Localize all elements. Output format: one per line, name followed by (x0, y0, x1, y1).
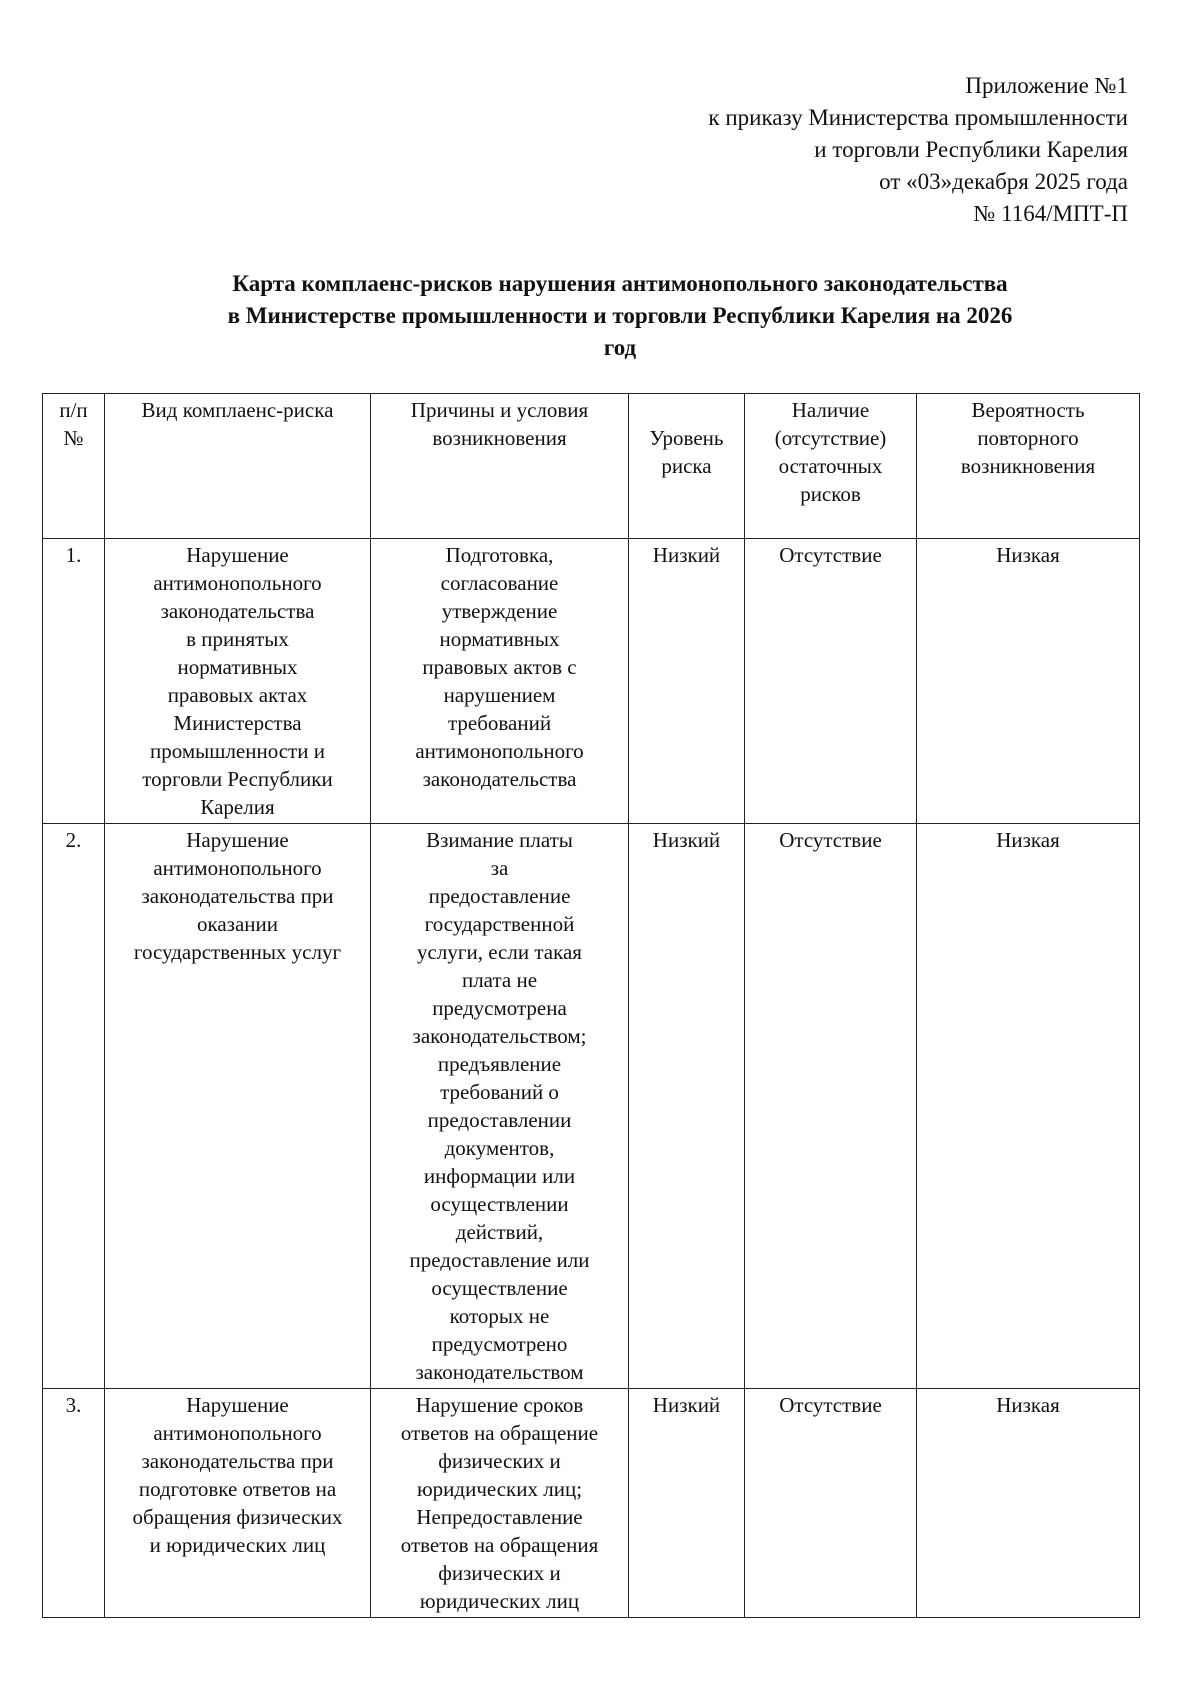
header-text: рисков (800, 482, 861, 506)
header-kind (105, 394, 371, 539)
cell-text: нормативных (177, 655, 298, 679)
cell-text: Подготовка, (445, 543, 554, 567)
cell-text: промышленности и (150, 739, 325, 763)
cell-text: антимонопольного (415, 739, 584, 763)
header-text: возникновения (432, 426, 567, 450)
cell-residual: Отсутствие (745, 539, 917, 824)
cell-text: государственных услуг (133, 940, 342, 964)
cell-residual: Отсутствие (745, 824, 917, 1389)
cell-text: Министерства (173, 711, 302, 735)
cell-text: ответов на обращения (400, 1533, 599, 1557)
appendix-line: и торговли Республики Карелия (814, 137, 1128, 162)
header-text: № (63, 426, 84, 450)
cell-text: антимонопольного (153, 856, 322, 880)
cell-text: антимонопольного (153, 1421, 322, 1445)
header-num-lines (49, 396, 98, 452)
cell-cause (371, 824, 629, 1389)
header-text: Наличие (791, 398, 870, 422)
header-text: Уровень (649, 426, 724, 450)
cell-text: Нарушение (186, 828, 289, 852)
cell-text: предусмотрена (432, 996, 567, 1020)
cell-text: действий, (455, 1220, 544, 1244)
cell-kind (105, 824, 371, 1389)
cell-cause-lines (377, 1391, 622, 1615)
cell-probability: Низкая (917, 824, 1140, 1389)
cell-text: которых не (449, 1304, 550, 1328)
appendix-line: к приказу Министерства промышленности (708, 105, 1128, 130)
cell-text: предоставление или (409, 1248, 590, 1272)
cell-text: требований о (440, 1080, 559, 1104)
cell-kind (105, 539, 371, 824)
appendix-line: Приложение №1 (965, 73, 1128, 98)
cell-num: 1. (43, 539, 105, 824)
cell-text: законодательством; (412, 1024, 587, 1048)
header-probability-lines (923, 396, 1133, 480)
cell-text: законодательства при (141, 1449, 334, 1473)
cell-level: Низкий (629, 824, 745, 1389)
cell-residual: Отсутствие (745, 1389, 917, 1618)
cell-text: обращения физических (132, 1505, 343, 1529)
cell-cause-lines (377, 826, 622, 1386)
table-row (43, 539, 1140, 824)
table-row (43, 824, 1140, 1389)
cell-text: за (490, 856, 509, 880)
header-residual-lines (751, 396, 910, 508)
cell-text: Нарушение сроков (415, 1393, 584, 1417)
header-cause-lines (377, 396, 622, 452)
cell-text: государственной (424, 912, 575, 936)
cell-text: подготовке ответов на (138, 1477, 337, 1501)
cell-text: законодательства (422, 767, 577, 791)
cell-text: Карелия (200, 795, 275, 819)
header-text: повторного (977, 426, 1079, 450)
cell-kind-lines (111, 826, 364, 966)
header-level (629, 394, 745, 539)
cell-text: плата не (461, 968, 538, 992)
cell-probability: Низкая (917, 1389, 1140, 1618)
cell-text: документов, (444, 1136, 555, 1160)
cell-text: антимонопольного (153, 571, 322, 595)
cell-text: законодательства (160, 599, 315, 623)
header-kind-lines (111, 396, 364, 424)
cell-text: правовых актов с (422, 655, 577, 679)
cell-cause-lines (377, 541, 622, 793)
header-text: Вероятность (971, 398, 1085, 422)
header-residual (745, 394, 917, 539)
table-header-row (43, 394, 1140, 539)
cell-text: предъявление (437, 1052, 562, 1076)
cell-text: и юридических лиц (149, 1533, 326, 1557)
header-text: возникновения (960, 454, 1096, 478)
cell-level: Низкий (629, 1389, 745, 1618)
cell-text: физических и (438, 1561, 561, 1585)
header-num (43, 394, 105, 539)
cell-kind-lines (111, 1391, 364, 1559)
cell-text: осуществление (431, 1276, 568, 1300)
cell-text: Нарушение (186, 1393, 289, 1417)
header-probability (917, 394, 1140, 539)
header-text: (отсутствие) (774, 426, 887, 450)
compliance-risk-table (42, 393, 1140, 1618)
cell-text: физических и (438, 1449, 561, 1473)
table-row (43, 1389, 1140, 1618)
cell-text: юридических лиц (419, 1589, 580, 1613)
header-text: остаточных (778, 454, 883, 478)
header-text: п/п (59, 398, 88, 422)
header-level-lines (635, 424, 738, 480)
appendix-line: № 1164/МПТ-П (973, 201, 1128, 226)
title-line: год (603, 335, 637, 360)
cell-cause (371, 1389, 629, 1618)
cell-text: предоставление (428, 884, 571, 908)
header-text: Вид комплаенс-риска (141, 398, 334, 422)
cell-text: Взимание платы (426, 828, 573, 852)
cell-text: услуги, если такая (417, 940, 582, 964)
header-text: Причины и условия (410, 398, 589, 422)
cell-text: юридических лиц; (416, 1477, 583, 1501)
cell-text: ответов на обращение (400, 1421, 599, 1445)
cell-text: оказании (196, 912, 279, 936)
cell-text: осуществлении (430, 1192, 569, 1216)
cell-text: законодательством (415, 1360, 584, 1384)
cell-text: Непредоставление (416, 1505, 583, 1529)
cell-text: законодательства при (141, 884, 334, 908)
cell-kind-lines (111, 541, 364, 821)
document-title (120, 268, 1120, 364)
cell-text: нормативных (439, 627, 560, 651)
cell-cause (371, 539, 629, 824)
cell-text: торговли Республики (142, 767, 333, 791)
cell-kind (105, 1389, 371, 1618)
cell-text: нарушением (443, 683, 556, 707)
cell-text: требований (447, 711, 552, 735)
cell-text: в принятых (186, 627, 289, 651)
cell-text: правовых актах (167, 683, 308, 707)
cell-num: 2. (43, 824, 105, 1389)
title-line: в Министерстве промышленности и торговли Республики Карелия на 2026 (227, 303, 1013, 328)
cell-text: согласование (440, 571, 559, 595)
header-cause (371, 394, 629, 539)
cell-text: предусмотрено (431, 1332, 568, 1356)
appendix-header (428, 70, 1128, 230)
cell-num: 3. (43, 1389, 105, 1618)
title-line: Карта комплаенс-рисков нарушения антимонопольного законодательства (232, 271, 1008, 296)
cell-text: предоставлении (427, 1108, 572, 1132)
header-text: риска (661, 454, 712, 478)
cell-probability: Низкая (917, 539, 1140, 824)
cell-text: Нарушение (186, 543, 289, 567)
appendix-line: от «03»декабря 2025 года (879, 169, 1128, 194)
cell-level: Низкий (629, 539, 745, 824)
cell-text: информации или (423, 1164, 576, 1188)
cell-text: утверждение (441, 599, 558, 623)
